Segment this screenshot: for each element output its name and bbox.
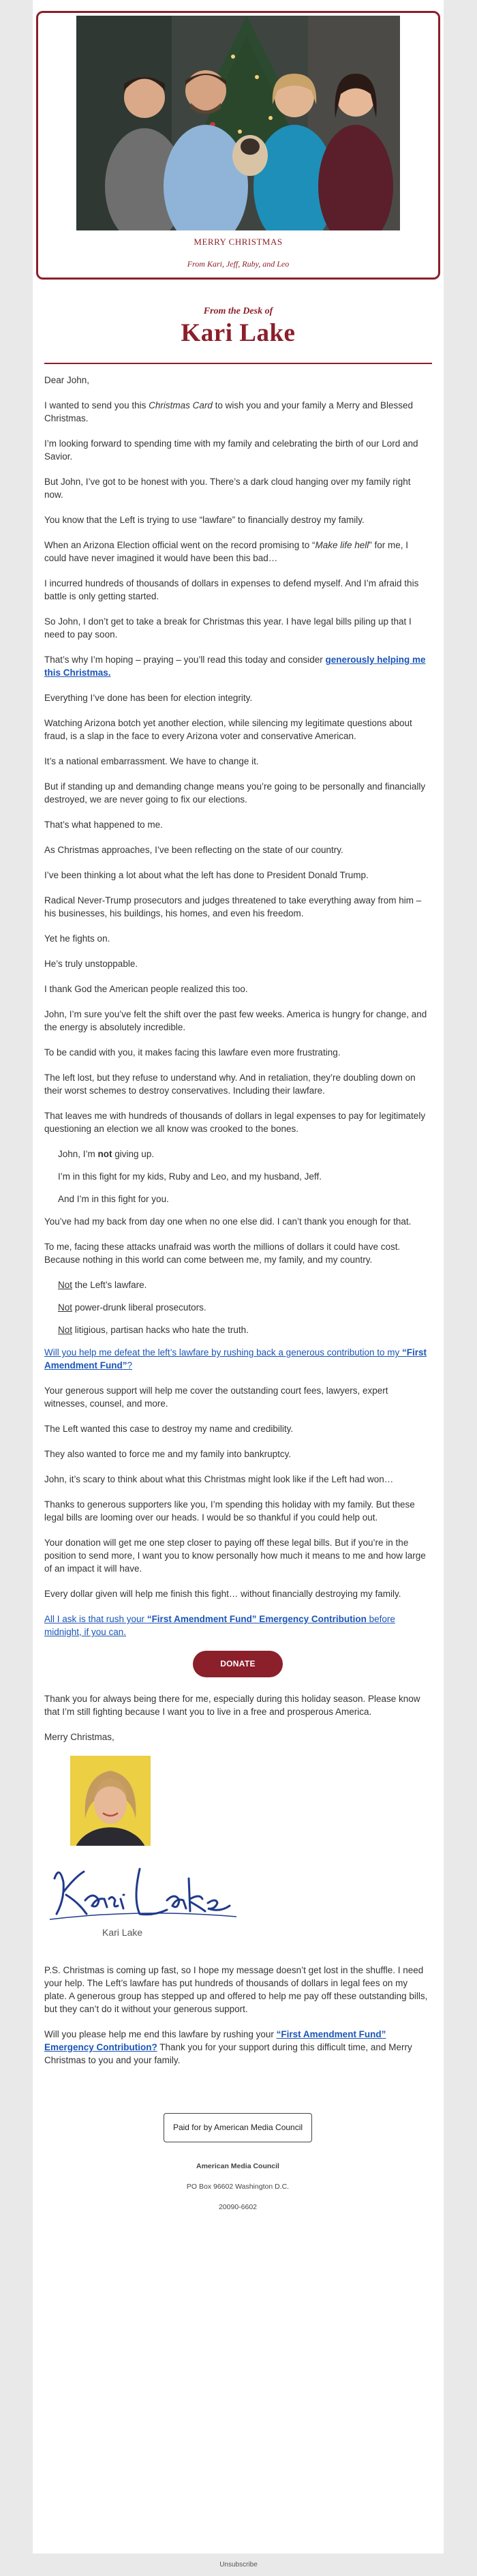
from-desk-label: From the Desk of xyxy=(203,306,273,316)
paragraph: You know that the Left is trying to use “lawfare” to financially destroy my family. xyxy=(44,515,365,525)
footer-address xyxy=(44,2161,431,2212)
indented-line: I’m in this fight for my kids, Ruby and Leo, and my husband, Jeff. xyxy=(58,1171,322,1182)
paragraph: To be candid with you, it makes facing this lawfare even more frustrating. xyxy=(44,1047,341,1058)
postscript: P.S. Christmas is coming up fast, so I hope my message doesn’t get lost in the shuffle. I need your help. The Left’s lawfare has put hundreds of thousands of dollars in legal fees on my plate. A generous group has stepped up and offered to help me pay off these outstanding bills, but they can’t do it without your generous support. xyxy=(44,1965,428,2014)
paragraph: I incurred hundreds of thousands of dollars in expenses to defend myself. And I’m afraid this battle is only getting started. xyxy=(44,578,419,601)
paragraph: Will you please help me end this lawfare by rushing your “First Amendment Fund” Emergency Contribution? Thank you for your support during this difficult time, and Merry Christmas to you and your family. xyxy=(44,2029,412,2065)
donate-button-row xyxy=(44,1651,431,1677)
paragraph: I thank God the American people realized this too. xyxy=(44,984,248,994)
paragraph: It’s a national embarrassment. We have to change it. xyxy=(44,756,259,766)
unsubscribe-link[interactable]: Unsubscribe xyxy=(219,2561,258,2568)
donate-link-final[interactable]: “First Amendment Fund” Emergency Contribution? xyxy=(44,2029,386,2052)
letter-body xyxy=(44,374,431,2212)
paragraph: Yet he fights on. xyxy=(44,933,110,944)
sender-name-title: Kari Lake xyxy=(181,319,296,347)
paragraph: To me, facing these attacks unafraid was worth the millions of dollars it could have cost. Because nothing in this world can come between me, my family, and my country. xyxy=(44,1242,401,1265)
paid-for-disclaimer: Paid for by American Media Council xyxy=(164,2113,312,2142)
paragraph: That’s why I’m hoping – praying – you’ll read this today and consider generously helping me this Christmas. xyxy=(44,655,426,678)
donate-link-generously[interactable]: generously helping me this Christmas. xyxy=(44,655,426,678)
indented-line: Not the Left’s lawfare. xyxy=(58,1280,147,1290)
paragraph: Watching Arizona botch yet another election, while silencing my legitimate questions about fraud, is a slap in the face to every Arizona voter and conservative American. xyxy=(44,718,412,741)
closing: Merry Christmas, xyxy=(44,1732,114,1742)
footer-address-line: PO Box 96602 Washington D.C. xyxy=(186,2183,290,2191)
footer-org: American Media Council xyxy=(196,2162,279,2170)
donate-link-first-amendment-fund[interactable]: Will you help me defeat the left’s lawfare by rushing back a generous contribution to my “First Amendment Fund”? xyxy=(44,1347,427,1371)
email-sheet xyxy=(33,0,444,2553)
paragraph: But if standing up and demanding change means you’re going to be personally and financially destroyed, we are never going to fix our elections. xyxy=(44,781,426,805)
indented-line: Not power-drunk liberal prosecutors. xyxy=(58,1302,206,1313)
paragraph: That’s what happened to me. xyxy=(44,820,163,830)
signature-block xyxy=(44,1756,431,1964)
paragraph: When an Arizona Election official went on the record promising to “Make life hell” for me, I could have never imagined it would have been this bad… xyxy=(44,540,409,563)
paragraph: You’ve had my back from day one when no one else did. I can’t thank you enough for that. xyxy=(44,1216,412,1227)
christmas-card xyxy=(36,11,440,280)
signature-name: Kari Lake xyxy=(102,1927,143,1938)
handwritten-signature xyxy=(44,1851,242,1926)
paragraph: So John, I don’t get to take a break for Christmas this year. I have legal bills piling up that I need to pay soon. xyxy=(44,616,412,640)
paragraph xyxy=(44,1346,431,1372)
donate-button[interactable]: DONATE xyxy=(193,1651,283,1677)
paragraph: John, it’s scary to think about what this Christmas might look like if the Left had won… xyxy=(44,1474,394,1484)
spacer xyxy=(44,2079,431,2106)
indented-line: John, I’m not giving up. xyxy=(58,1149,155,1159)
footer-zip: 20090-6602 xyxy=(218,2203,258,2211)
paragraph xyxy=(44,1613,431,1638)
indented-line: And I’m in this fight for you. xyxy=(58,1194,169,1204)
paragraph: Thanks to generous supporters like you, I’m spending this holiday with my family. But these legal bills are looming over our heads. I would be so thankful if you could help out. xyxy=(44,1499,415,1523)
paragraph: John, I’m sure you’ve felt the shift over the past few weeks. America is hungry for change, and the energy is absolutely incredible. xyxy=(44,1009,427,1032)
paragraph: The left lost, but they refuse to understand why. And in retaliation, they’re doubling down on their worst schemes to destroy conservatives. Including their lawfare. xyxy=(44,1073,416,1096)
card-caption: MERRY CHRISTMAS xyxy=(194,237,283,247)
paragraph: As Christmas approaches, I’ve been reflecting on the state of our country. xyxy=(44,845,343,855)
paragraph: Your generous support will help me cover the outstanding court fees, lawyers, expert witnesses, counsel, and more. xyxy=(44,1386,388,1409)
paragraph: Every dollar given will help me finish this fight… without financially destroying my family. xyxy=(44,1589,401,1599)
greeting: Dear John, xyxy=(44,375,90,385)
family-photo xyxy=(76,16,400,230)
paragraph: I wanted to send you this Christmas Card to wish you and your family a Merry and Blessed Christmas. xyxy=(44,400,414,423)
header-divider xyxy=(44,363,432,364)
paragraph: But John, I’ve got to be honest with you. There’s a dark cloud hanging over my family right now. xyxy=(44,477,411,500)
paragraph: That leaves me with hundreds of thousands of dollars in legal expenses to pay for legitimately questioning an election we all know was crooked to the bones. xyxy=(44,1111,426,1134)
paragraph: Your donation will get me one step closer to paying off these legal bills. But if you’re in the position to send more, I want you to know personally how much it means to me and how large of an impact it will have. xyxy=(44,1538,426,1574)
paragraph: Radical Never-Trump prosecutors and judges threatened to take everything away from him – his businesses, his buildings, his homes, and even his freedom. xyxy=(44,895,422,918)
paragraph: Everything I’ve done has been for election integrity. xyxy=(44,693,253,703)
paragraph: I’ve been thinking a lot about what the left has done to President Donald Trump. xyxy=(44,870,369,880)
card-from-line: From Kari, Jeff, Ruby, and Leo xyxy=(187,259,290,269)
paragraph: Thank you for always being there for me, especially during this holiday season. Please know that I’m still fighting because I want you to live in a free and prosperous America. xyxy=(44,1694,420,1717)
spacer xyxy=(44,2142,431,2161)
paragraph: I’m looking forward to spending time with my family and celebrating the birth of our Lord and Savior. xyxy=(44,438,418,462)
paragraph: The Left wanted this case to destroy my name and credibility. xyxy=(44,1424,294,1434)
headshot-photo xyxy=(70,1756,151,1846)
paragraph: They also wanted to force me and my family into bankruptcy. xyxy=(44,1449,292,1459)
indented-line: Not litigious, partisan hacks who hate the truth. xyxy=(58,1325,249,1335)
donate-link-emergency-contribution[interactable]: All I ask is that rush your “First Amendment Fund” Emergency Contribution before midnight, if you can. xyxy=(44,1614,395,1637)
paragraph: He’s truly unstoppable. xyxy=(44,959,138,969)
